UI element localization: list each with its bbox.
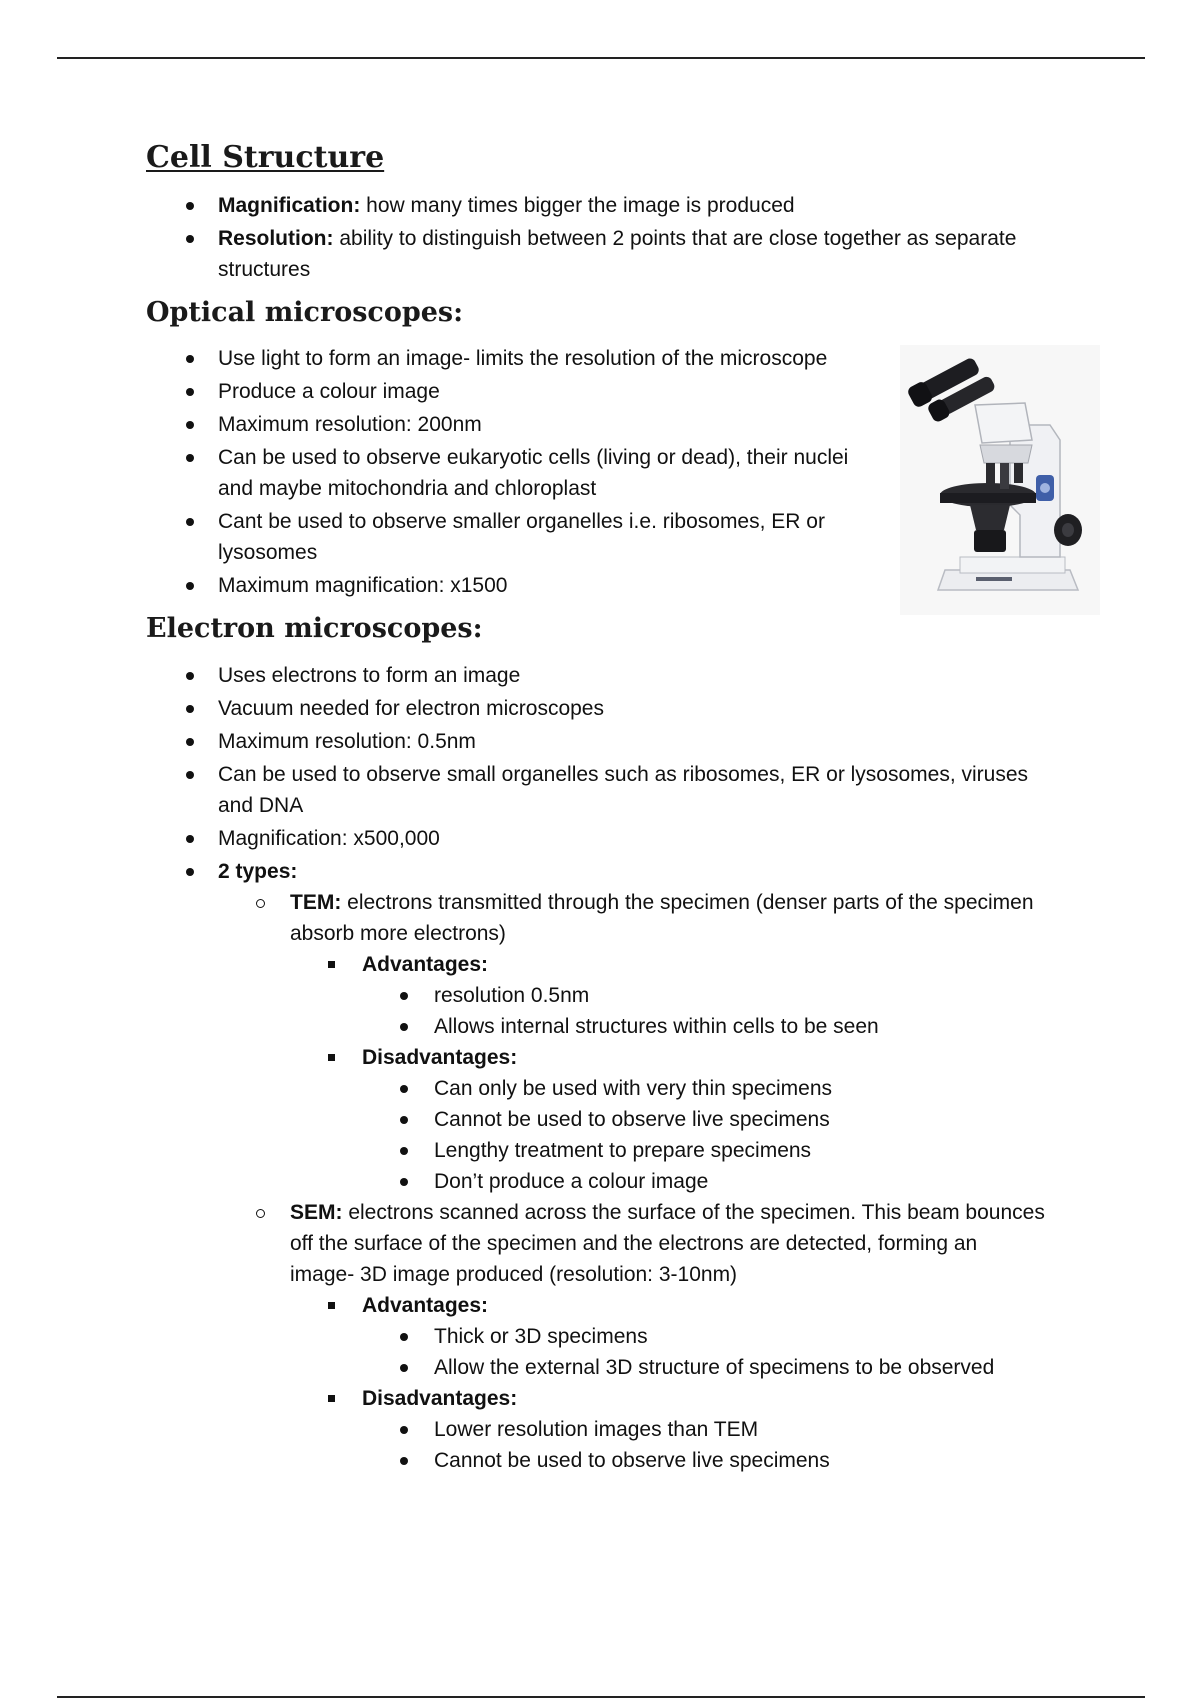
advantages-label: Advantages: [362,952,489,976]
definition-text: ability to distinguish between 2 points that are close together as separate structures [218,227,1017,281]
tem-advantages-list [362,980,1046,1042]
sem-item [218,1197,1046,1476]
tem-term: TEM: [290,890,342,914]
optical-heading: Optical microscopes: [146,297,464,328]
header-rule [57,57,1145,59]
list-item: Magnification: x500,000 [146,823,1046,854]
types-item [146,856,1046,1476]
list-item: Produce a colour image [146,376,886,407]
list-item: Can be used to observe eukaryotic cells (living or dead), their nuclei and maybe mitochondria and chloroplast [146,442,886,504]
definitions-list [146,190,1046,285]
list-item: Can be used to observe small organelles such as ribosomes, ER or lysosomes, viruses and DNA [146,759,1046,821]
definition-magnification [146,190,1046,221]
list-item: Don’t produce a colour image [362,1166,1046,1197]
list-item: Allow the external 3D structure of specimens to be observed [362,1352,1046,1383]
tem-advantages [290,949,1046,1042]
definition-term: Resolution: [218,227,334,250]
sem-term: SEM: [290,1200,343,1224]
list-item: Vacuum needed for electron microscopes [146,693,1046,724]
disadvantages-label: Disadvantages: [362,1386,518,1410]
tem-text: electrons transmitted through the specimen (denser parts of the specimen absorb more electrons) [290,890,1034,945]
sem-text: electrons scanned across the surface of the specimen. This beam bounces off the surface of the specimen and the electrons are detected, forming an image- 3D image produced (resolution: 3-10nm) [290,1200,1045,1286]
list-item: resolution 0.5nm [362,980,1046,1011]
list-item: Lower resolution images than TEM [362,1414,1046,1445]
document-body [146,140,1046,1478]
list-item: Maximum magnification: x1500 [146,570,886,601]
tem-item [218,887,1046,1197]
footer-rule [57,1696,1145,1698]
sem-advantages [290,1290,1046,1383]
list-item: Cannot be used to observe live specimens [362,1104,1046,1135]
tem-disadvantages-list [362,1073,1046,1197]
tem-subsections [290,949,1046,1197]
sem-disadvantages [290,1383,1046,1476]
list-item: Allows internal structures within cells to be seen [362,1011,1046,1042]
list-item: Uses electrons to form an image [146,660,1046,691]
sem-subsections [290,1290,1046,1476]
microscope-illustration [900,345,1100,615]
list-item: Thick or 3D specimens [362,1321,1046,1352]
list-item: Maximum resolution: 200nm [146,409,886,440]
list-item: Can only be used with very thin specimens [362,1073,1046,1104]
definition-resolution [146,223,1046,285]
tem-disadvantages [290,1042,1046,1197]
list-item: Cant be used to observe smaller organelles i.e. ribosomes, ER or lysosomes [146,506,886,568]
types-list [218,887,1046,1476]
electron-list [146,660,1046,1476]
definition-term: Magnification: [218,194,361,217]
sem-advantages-list [362,1321,1046,1383]
sem-disadvantages-list [362,1414,1046,1476]
list-item: Maximum resolution: 0.5nm [146,726,1046,757]
list-item: Lengthy treatment to prepare specimens [362,1135,1046,1166]
electron-heading: Electron microscopes: [146,613,483,645]
page-title: Cell Structure [146,140,385,175]
definition-text: how many times bigger the image is produced [360,194,795,217]
optical-list [146,343,886,601]
list-item: Cannot be used to observe live specimens [362,1445,1046,1476]
types-label: 2 types: [218,859,298,883]
advantages-label: Advantages: [362,1293,489,1317]
list-item: Use light to form an image- limits the resolution of the microscope [146,343,886,374]
disadvantages-label: Disadvantages: [362,1045,518,1069]
